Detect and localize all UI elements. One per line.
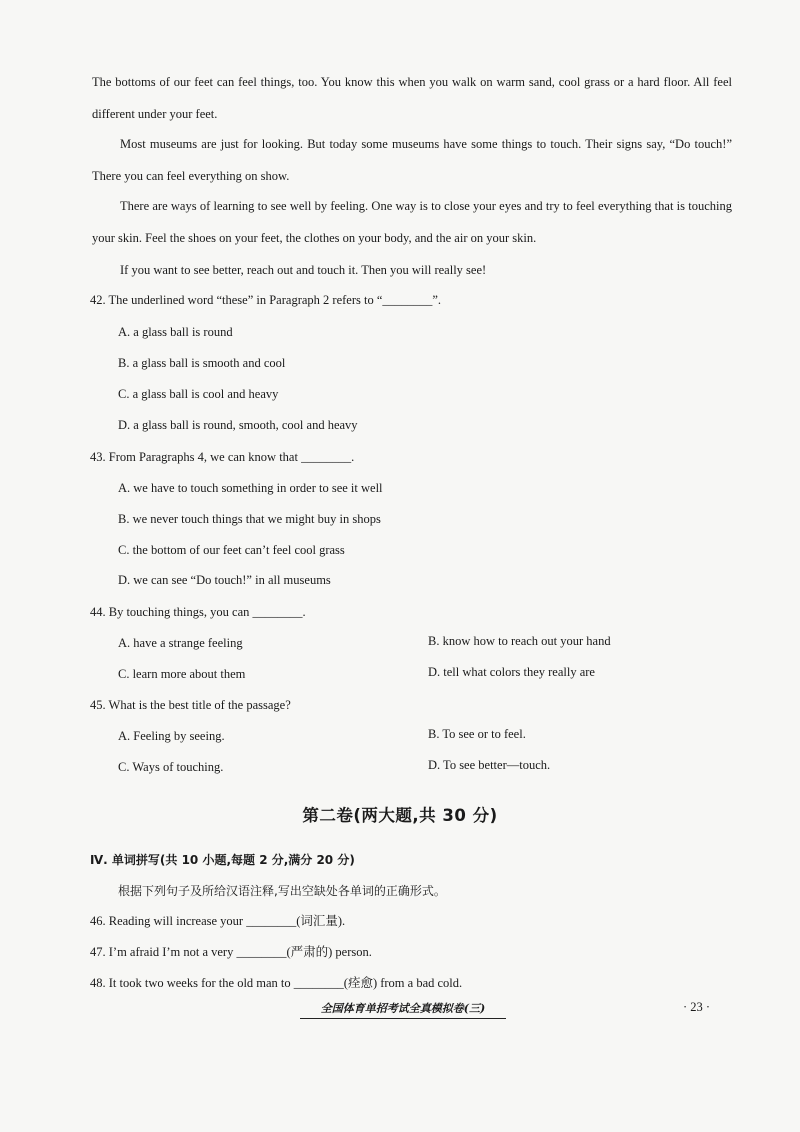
question-44-option-c: C. learn more about them: [118, 667, 246, 681]
question-48: 48. It took two weeks for the old man to ________(痊愈) from a bad cold.: [90, 976, 463, 990]
question-42-stem: 42. The underlined word “these” in Paragraph 2 refers to “________”.: [90, 293, 442, 307]
question-45-option-a: A. Feeling by seeing.: [118, 729, 225, 743]
question-44-option-d: D. tell what colors they really are: [428, 665, 595, 679]
question-42-option-c: C. a glass ball is cool and heavy: [118, 387, 279, 401]
question-45-stem: 45. What is the best title of the passage?: [90, 698, 291, 712]
question-45-option-c: C. Ways of touching.: [118, 760, 224, 774]
question-42-option-a: A. a glass ball is round: [118, 325, 233, 339]
question-46: 46. Reading will increase your ________(词汇量).: [90, 914, 346, 928]
section-4-heading: Ⅳ. 单词拼写(共 10 小题,每题 2 分,满分 20 分): [90, 853, 355, 867]
question-44-option-b: B. know how to reach out your hand: [428, 634, 611, 648]
question-45-option-d: D. To see better—touch.: [428, 758, 551, 772]
passage-paragraph-2: Most museums are just for looking. But today some museums have some things to touch. Their signs say, “Do touch!” There you can feel everything on show.: [92, 137, 732, 183]
question-45-option-b: B. To see or to feel.: [428, 727, 526, 741]
question-42-option-b: B. a glass ball is smooth and cool: [118, 356, 286, 370]
question-43-option-b: B. we never touch things that we might buy in shops: [118, 512, 381, 526]
question-43-option-d: D. we can see “Do touch!” in all museums: [118, 573, 331, 587]
question-43-option-a: A. we have to touch something in order to see it well: [118, 481, 383, 495]
question-44-option-a: A. have a strange feeling: [118, 636, 243, 650]
question-44-stem: 44. By touching things, you can ________.: [90, 605, 306, 619]
passage-paragraph-4: If you want to see better, reach out and touch it. Then you will really see!: [120, 263, 487, 277]
question-47: 47. I’m afraid I’m not a very ________(严肃的) person.: [90, 945, 372, 959]
section-4-instruction: 根据下列句子及所给汉语注释,写出空缺处各单词的正确形式。: [118, 884, 446, 898]
question-43-option-c: C. the bottom of our feet can’t feel cool grass: [118, 543, 345, 557]
passage-paragraph-1: The bottoms of our feet can feel things, too. You know this when you walk on warm sand, cool grass or a hard floor. All feel different under your feet.: [92, 75, 732, 121]
part-2-title: 第二卷(两大题,共 30 分): [302, 806, 498, 825]
passage-paragraph-3: There are ways of learning to see well by feeling. One way is to close your eyes and try to feel everything that is touching your skin. Feel the shoes on your feet, the clothes on your body, and the air on your skin.: [92, 199, 732, 245]
footer-exam-title: 全国体育单招考试全真模拟卷(三): [300, 1000, 506, 1019]
page-number: · 23 ·: [683, 1000, 711, 1014]
question-42-option-d: D. a glass ball is round, smooth, cool and heavy: [118, 418, 358, 432]
question-43-stem: 43. From Paragraphs 4, we can know that ________.: [90, 450, 355, 464]
